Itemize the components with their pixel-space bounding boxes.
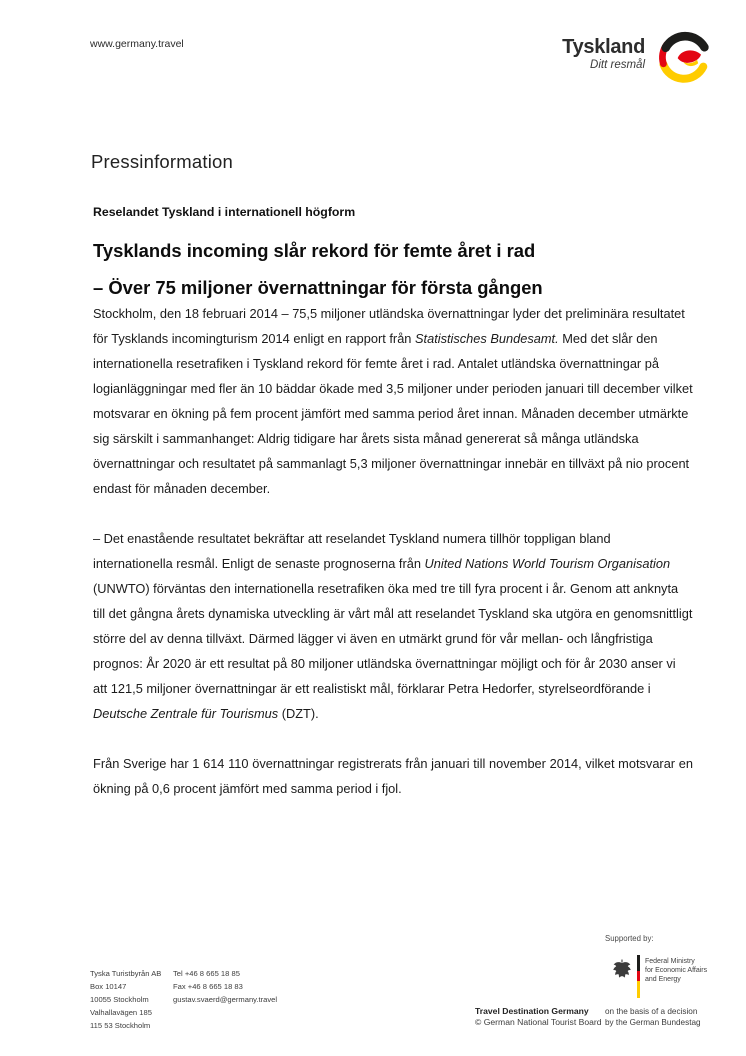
credit-copyright: © German National Tourist Board — [475, 1017, 602, 1027]
footer-address — [90, 967, 161, 1032]
paragraph-quote: – Det enastående resultatet bekräftar att reselandet Tyskland numera tillhör toppligan bland internationella resmål. Enligt de senaste prognoserna från United Nations World Tourism Organisation (UNWTO) förväntas den internationella resetrafiken öka med tre till fyra procent i år. Genom att anknyta till det gångna årets dynamiska utveckling är vårt mål att reselandet Tyskland ska utgöra en genomsnittligt större del av denna tillväxt. Därmed lägger vi även en utmärkt grund för vår mellan- och långfristiga prognos: År 2020 är ett resultat på 80 miljoner utländska övernattningar möjligt och för år 2030 anser vi att 121,5 miljoner övernattningar är ett realistiskt mål, förklarar Petra Hedorfer, styrelseordförande i Deutsche Zentrale für Tourismus (DZT). — [93, 531, 693, 721]
brand-tagline: Ditt resmål — [590, 59, 645, 71]
doc-type-label: Pressinformation — [91, 151, 234, 172]
paragraph-sweden: Från Sverige har 1 614 110 övernattningar registrerats från januari till november 2014, vilket motsvarar en ökning på 0,6 procent jämfört med samma period i fjol. — [93, 756, 693, 796]
brand-name: Tyskland — [562, 36, 645, 58]
dzt-swirl-logo-icon — [656, 29, 713, 86]
ministry-line: Federal Ministry — [645, 958, 695, 965]
bundestag-note-line: on the basis of a decision — [605, 1007, 698, 1016]
footer-credit — [475, 1006, 602, 1028]
address-line: 10055 Stockholm — [90, 995, 149, 1004]
address-line: Tyska Turistbyrån AB — [90, 969, 162, 978]
bundestag-note-line: by the German Bundestag — [605, 1018, 701, 1027]
phone-line: Tel +46 8 665 18 85 — [173, 969, 240, 978]
fax-line: Fax +46 8 665 18 83 — [173, 982, 243, 991]
headline-line-1: Tysklands incoming slår rekord för femte året i rad — [93, 240, 536, 261]
federal-eagle-icon — [612, 957, 632, 979]
supported-by-label: Supported by: — [605, 934, 654, 943]
site-url-link[interactable]: www.germany.travel — [90, 38, 184, 50]
address-line: 115 53 Stockholm — [90, 1021, 151, 1030]
ministry-logo — [612, 955, 707, 998]
kicker: Reselandet Tyskland i internationell högform — [93, 205, 356, 219]
address-line: Box 10147 — [90, 982, 127, 991]
paragraph-lead: Stockholm, den 18 februari 2014 – 75,5 miljoner utländska övernattningar lyder det preliminära resultatet för Tysklands incomingturism 2014 enligt en rapport från Statistisches Bundesamt. Med det slår den internationella resetrafiken i Tyskland rekord för femte året i rad. Antalet utländska övernattningar på logianläggningar med fler än 10 bäddar ökade med 3,5 miljoner under perioden januari till december vilket motsvarar en ökning på fem procent jämfört med samma period året innan. Månaden december utmärkte sig särskilt i sammanhanget: Aldrig tidigare har årets sista månad genererat så många utländska övernattningar och resultatet på sammanlagt 5,3 miljoner övernattningar innebär en tillväxt på nio procent endast för månaden december. — [93, 306, 693, 496]
ministry-name — [645, 955, 707, 984]
ministry-line: and Energy — [645, 976, 681, 983]
footer-contact — [173, 967, 277, 1006]
address-line: Valhallavägen 185 — [90, 1008, 152, 1017]
headline — [93, 232, 713, 306]
bundestag-note — [605, 1006, 701, 1028]
body-copy — [93, 301, 693, 826]
brand-logo-text — [545, 36, 645, 72]
german-flag-stripe — [637, 955, 640, 998]
headline-line-2: – Över 75 miljoner övernattningar för första gången — [93, 277, 543, 298]
credit-title: Travel Destination Germany — [475, 1006, 589, 1016]
email-link[interactable]: gustav.svaerd@germany.travel — [173, 995, 278, 1004]
ministry-line: for Economic Affairs — [645, 967, 708, 974]
